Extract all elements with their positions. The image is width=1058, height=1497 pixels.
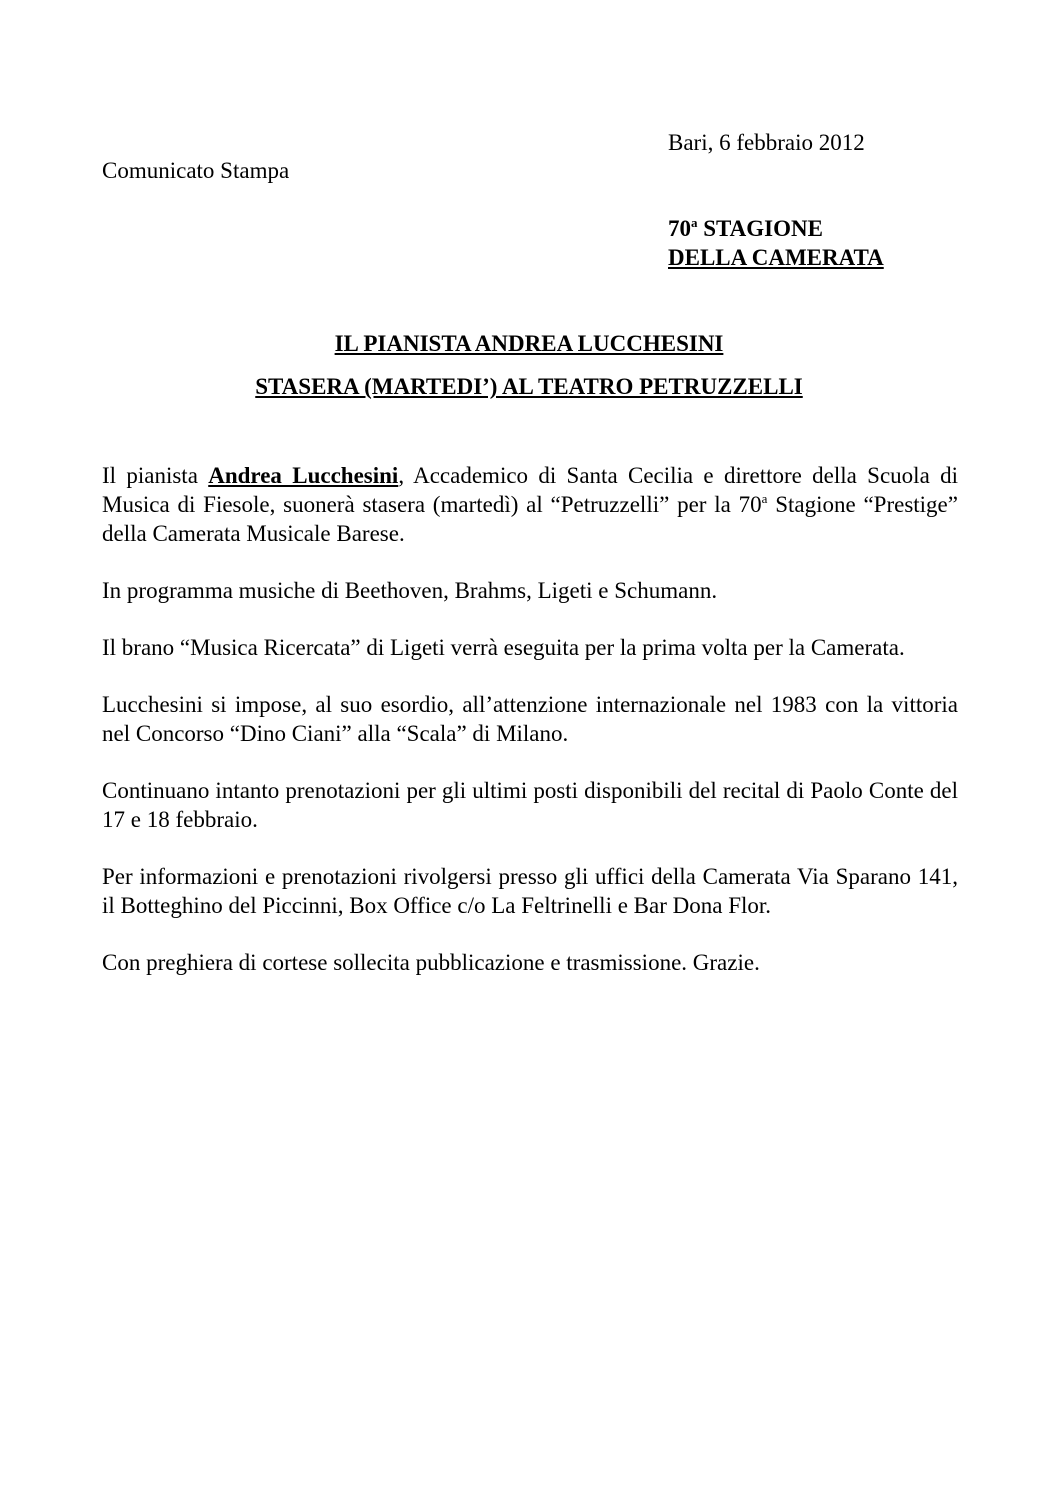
headline-line-1: IL PIANISTA ANDREA LUCCHESINI — [334, 331, 724, 356]
season-heading — [668, 214, 884, 272]
paragraph-info: Per informazioni e prenotazioni rivolgersi presso gli uffici della Camerata Via Sparano 141, il Botteghino del Piccinni, Box Office c/o La Feltrinelli e Bar Dona Flor. — [102, 864, 958, 918]
paragraph-intro — [102, 461, 958, 548]
intro-text-a: Il pianista — [102, 463, 209, 488]
intro-ordinal: a — [761, 491, 768, 506]
paragraph-bookings: Continuano intanto prenotazioni per gli ultimi posti disponibili del recital di Paolo Conte del 17 e 18 febbraio. — [102, 778, 958, 832]
press-release-label: Comunicato Stampa — [102, 158, 290, 183]
paragraph-closing: Con preghiera di cortese sollecita pubblicazione e trasmissione. Grazie. — [102, 950, 760, 975]
headline-line-2: STASERA (MARTEDI’) AL TEATRO PETRUZZELLI — [255, 374, 803, 399]
press-release-body — [102, 461, 958, 1005]
press-release-date: Bari, 6 febbraio 2012 — [668, 130, 865, 155]
paragraph-ligeti: Il brano “Musica Ricercata” di Ligeti verrà eseguita per la prima volta per la Camerata. — [102, 635, 905, 660]
paragraph-debut: Lucchesini si impose, al suo esordio, all’attenzione internazionale nel 1983 con la vittoria nel Concorso “Dino Ciani” alla “Scala” di Milano. — [102, 692, 958, 746]
intro-text-b: , Accademico di Santa Cecilia e direttore della Scuola di Musica di Fiesole, suonerà stasera (martedì) al “Petruzzelli” per la 70 — [102, 463, 958, 517]
season-line-2: DELLA CAMERATA — [668, 245, 884, 270]
paragraph-program: In programma musiche di Beethoven, Brahms, Ligeti e Schumann. — [102, 578, 718, 603]
season-number: 70 — [668, 216, 691, 241]
season-line-1 — [668, 214, 884, 243]
season-ordinal: a — [691, 215, 698, 230]
season-word: STAGIONE — [697, 216, 823, 241]
pianist-name: Andrea Lucchesini — [208, 463, 399, 488]
intro-text-c: Stagione “Prestige” della Camerata Musicale Barese. — [102, 492, 958, 546]
